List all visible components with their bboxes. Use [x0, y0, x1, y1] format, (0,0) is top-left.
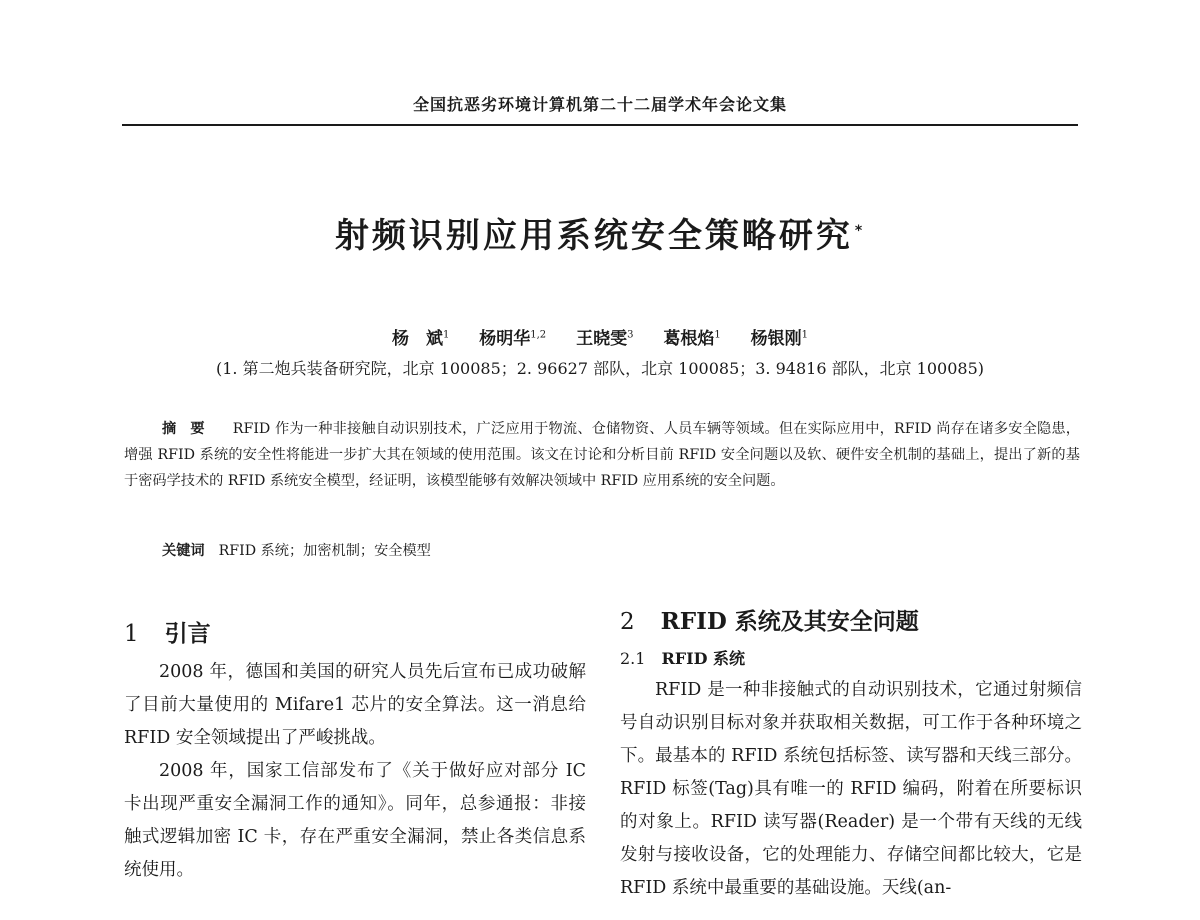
- section-title: 引言: [164, 620, 211, 647]
- abstract-label: 摘要: [162, 421, 219, 437]
- header-rule: [122, 124, 1078, 126]
- running-header: 全国抗恶劣环境计算机第二十二届学术年会论文集: [412, 95, 787, 114]
- author: [392, 329, 449, 349]
- author-name: 葛根焰: [663, 329, 715, 349]
- left-column: [124, 612, 586, 887]
- title-footnote-mark: *: [854, 222, 866, 239]
- author-affiliation-mark: 3: [627, 329, 634, 341]
- author-affiliation-mark: 1,2: [530, 329, 547, 341]
- author-affiliation-mark: 1: [714, 329, 721, 341]
- abstract: [124, 416, 1080, 494]
- section-number: 1: [124, 621, 139, 647]
- author-list: [0, 324, 1200, 349]
- author-affiliation-mark: 1: [801, 329, 809, 341]
- section-number: 2: [620, 609, 635, 635]
- author: [479, 329, 546, 349]
- subsection-heading-rfid-system: [620, 644, 1082, 674]
- abstract-text: RFID 作为一种非接触自动识别技术，广泛应用于物流、仓储物资、人员车辆等领域。但在实际应用中，RFID 尚存在诸多安全隐患，增强 RFID 系统的安全性将能进一步扩大其在领域的使用范围。该文在讨论和分析目前 RFID 安全问题以及软、硬件安全机制的基础上，提出了新的基于密码学技术的 RFID 系统安全模型，经证明，该模型能够有效解决领域中 RFID 应用系统的安全问题。: [124, 421, 1080, 489]
- author: [576, 329, 633, 349]
- right-column: [620, 600, 1082, 905]
- subsection-title: RFID 系统: [661, 649, 746, 668]
- section-heading-introduction: [124, 612, 586, 656]
- paper-title-text: 射频识别应用系统安全策略研究: [334, 216, 853, 256]
- author-name: 杨银刚: [750, 329, 802, 349]
- paragraph: 2008 年，德国和美国的研究人员先后宣布已成功破解了目前大量使用的 Mifare1 芯片的安全算法。这一消息给 RFID 安全领域提出了严峻挑战。: [124, 662, 586, 748]
- section-heading-rfid-security: [620, 600, 1082, 644]
- subsection-number: 2.1: [620, 649, 646, 668]
- paragraph: RFID 是一种非接触式的自动识别技术，它通过射频信号自动识别目标对象并获取相关数据，可工作于各种环境之下。最基本的 RFID 系统包括标签、读写器和天线三部分。RFID 标签(Tag)具有唯一的 RFID 编码，附着在所要标识的对象上。RFID 读写器(Reader) 是一个带有天线的无线发射与接收设备，它的处理能力、存储空间都比较大，它是 RFID 系统中最重要的基础设施。天线(an-: [620, 680, 1082, 898]
- affiliations: (1. 第二炮兵装备研究院，北京 100085；2. 96627 部队，北京 100085；3. 94816 部队，北京 100085): [215, 359, 984, 378]
- paragraph: 2008 年，国家工信部发布了《关于做好应对部分 IC 卡出现严重安全漏洞工作的通知》。同年，总参通报：非接触式逻辑加密 IC 卡，存在严重安全漏洞，禁止各类信息系统使用。: [124, 761, 586, 880]
- author-name: 杨 斌: [391, 329, 443, 349]
- author-name: 王晓雯: [576, 329, 628, 349]
- author: [751, 329, 808, 349]
- keywords-label: 关键词: [162, 543, 205, 559]
- keywords-text: RFID 系统；加密机制；安全模型: [218, 543, 431, 559]
- paper-title: [0, 208, 1200, 257]
- author-affiliation-mark: 1: [442, 329, 450, 341]
- author-name: 杨明华: [479, 329, 531, 349]
- section-title: RFID 系统及其安全问题: [660, 608, 919, 635]
- keywords: [162, 540, 431, 560]
- author: [663, 329, 720, 349]
